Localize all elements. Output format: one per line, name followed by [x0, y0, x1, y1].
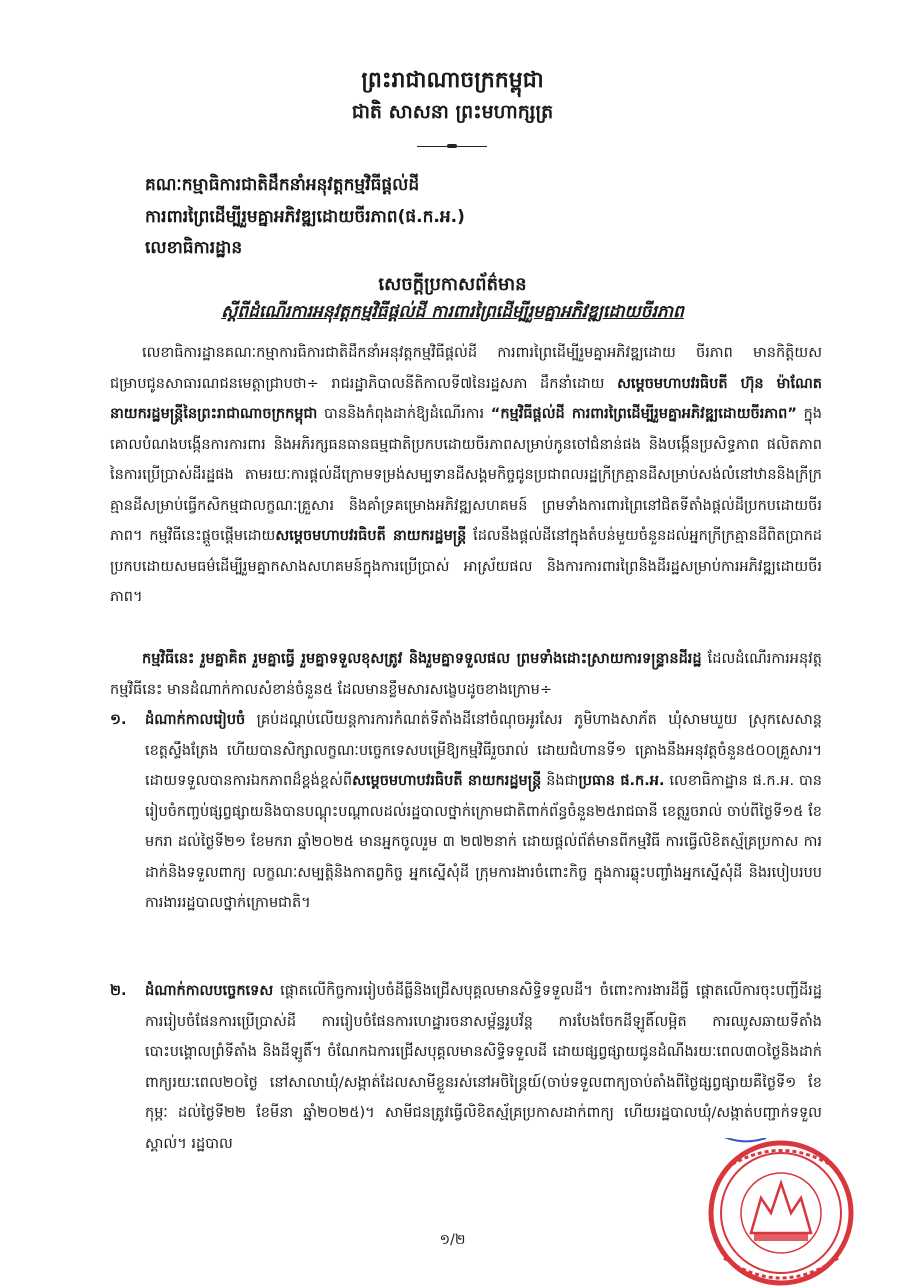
item-heading: ដំណាក់កាលរៀបចំ: [145, 712, 246, 728]
item-bold-d: ប្រធាន ផ.ក.អ.: [578, 773, 665, 789]
kingdom-heading: ព្រះរាជាណាចក្រកម្ពុជា: [361, 68, 544, 93]
p1-text-g: ដែលនឹងផ្តល់ដីនៅក្នុងតំបន់មួយចំនួនដល់អ្នកក្រីក្រគ្មានដីពិតប្រាកដ ប្រកបដោយសមធម៌ដើម្បីរួមគ្នាកសាងសហគមន៍ក្នុងការប្រើប្រាស់ អាស្រ័យផល និងការការពារព្រៃនិងដីរដ្ឋសម្រាប់ការអភិវឌ្ឍដោយចីរភាព។: [110, 528, 822, 605]
item-number: ២.: [110, 983, 127, 999]
p2-bold-slogan: កម្មវិធីនេះ រួមគ្នាគិត រួមគ្នាធ្វើ រួមគ្នាទទួលខុសត្រូវ និងរួមគ្នាទទួលផល ព្រមទាំងដោះស្រាយការទន្ទ្រានដីរដ្ឋ: [142, 651, 702, 667]
committee-name-line1: គណៈកម្មាធិការជាតិដឹកនាំអនុវត្តកម្មវិធីផ្តល់ដី: [145, 175, 420, 195]
p1-text-a: លេខាធិការដ្ឋានគណៈកម្មាការធិការជាតិដឹកនាំអនុវត្តកម្មវិធីផ្តល់ដី ការពារព្រៃដើម្បីរួមគ្នាអភិវឌ្ឍដោយ ចីរភាព មានកិត្តិយសជម្រាបជូនសាធារណជនមេត្តាជ្រាបថា÷ រាជរដ្ឋាភិបាលនីតិកាលទី៧នៃរដ្ឋសភា ដឹកនាំដោយ: [110, 345, 822, 392]
official-seal-stamp: [706, 1138, 856, 1288]
body-paragraph-2: [110, 644, 822, 705]
national-motto: ជាតិ សាសនា ព្រះមហាក្សត្រ: [351, 101, 554, 123]
item-text-a: គ្រប់ដណ្តប់លើយន្តការការកំណត់ទីតាំងដីនៅចំណុចអូរសែរ ភូមិហាងសាភ័ត ឃុំសាមឃួយ ស្រុកសេសាន្ត ខេត្តស្ទឹងត្រែង ហើយបានសិក្សាលក្ខណៈបច្ចេកទេសបម្រើឱ្យកម្មវិធីរួចរាល់ ដោយជំហានទី១ គ្រោងនឹងអនុវត្តចំនួន៥០០គ្រួសារ។ ដោយទទួលបានការឯកភាពដ៏ខ្ពង់ខ្ពស់ពី: [145, 712, 822, 789]
ornamental-divider: [417, 146, 487, 147]
p2-text-b: ដែលដំណើរការអនុវត្តកម្មវិធីនេះ មានដំណាក់កាលសំខាន់ចំនួន៥ ដែលមានខ្លឹមសារសង្ខេបដូចខាងក្រោម÷: [110, 651, 822, 698]
item-text-c: និងជា: [541, 773, 579, 789]
item-number: ១.: [110, 712, 127, 728]
p1-text-e: ក្នុងគោលបំណងបង្កើនការការពារ និងអភិរក្សធនធានធម្មជាតិប្រកបដោយចីរភាពសម្រាប់កូនចៅជំនាន់ផង និងបង្កើនប្រសិទ្ធភាព ផលិតភាពនៃការប្រើប្រាស់ដីរដ្ឋផង តាមរយៈការផ្តល់ដីក្រោមទម្រង់សម្បទានដីសង្គមកិច្ចជូនប្រជាពលរដ្ឋក្រីក្រគ្មានដីសម្រាប់សង់លំនៅឋាននិងក្រីក្រគ្មានដីសម្រាប់ធ្វើកសិកម្មជាលក្ខណៈគ្រួសារ និងគាំទ្រគម្រោងអភិវឌ្ឍសហគមន៍ ព្រមទាំងការពារព្រៃនៅជិតទីតាំងផ្តល់ដីប្រកបដោយចីរភាព។ កម្មវិធីនេះផ្តួចផ្តើមដោយ: [110, 406, 822, 544]
page-number: ១/២: [439, 1232, 466, 1248]
list-item-phase-1: [110, 705, 822, 919]
announcement-title: សេចក្តីប្រកាសព័ត៌មាន: [378, 274, 527, 295]
item-bold-b: សម្តេចមហាបវរធិបតី នាយករដ្ឋមន្ត្រី: [352, 773, 542, 789]
p1-text-c: បាននិងកំពុងដាក់ឱ្យដំណើរការ: [317, 406, 491, 422]
announcement-subtitle: ស្តីពីដំណើរការអនុវត្តកម្មវិធីផ្តល់ដី ការពារព្រៃដើម្បីរួមគ្នាអភិវឌ្ឍដោយចីរភាព: [221, 302, 684, 322]
list-item-phase-2: [110, 976, 822, 1159]
item-text-a: ផ្តោតលើកិច្ចការរៀបចំដីធ្លីនិងជ្រើសបុគ្គលមានសិទ្ធិទទួលដី។ ចំពោះការងារដីធ្លី ផ្តោតលើការចុះបញ្ជីដីរដ្ឋ ការរៀបចំផែនការប្រើប្រាស់ដី ការរៀបចំផែនការហេដ្ឋារចនាសម្ព័ន្ធរូបវ័ន្ត ការបែងចែកដីឡូតិ៍លម្អិត ការឈូសឆាយទីតាំង បោះបង្គោលព្រំទីតាំង និងដីឡូតិ៍។ ចំណែកឯការជ្រើសបុគ្គលមានសិទ្ធិទទួលដី ដោយផ្សព្វផ្សាយជូនដំណឹងរយៈពេល៣០ថ្ងៃនិងដាក់ពាក្យរយៈពេល២០ថ្ងៃ នៅសាលាឃុំ/សង្កាត់ដែលសាមីខ្លួនរស់នៅអចិន្ត្រៃយ៍(ចាប់ទទួលពាក្យចាប់តាំងពីថ្ងៃផ្សព្វផ្សាយគឺថ្ងៃទី១ ខែកុម្ភៈ ដល់ថ្ងៃទី២២ ខែមីនា ឆ្នាំ២០២៥)។ សាមីជនត្រូវធ្វើលិខិតស្ម័គ្រប្រកាសដាក់ពាក្យ ហើយរដ្ឋបាលឃុំ/សង្កាត់បញ្ជាក់ទទួលស្គាល់។ រដ្ឋបាល: [145, 983, 822, 1152]
item-heading: ដំណាក់កាលបច្ចេកទេស: [145, 983, 274, 999]
committee-name-line2: ការពារព្រៃដើម្បីរួមគ្នាអភិវឌ្ឍដោយចីរភាព(ផ.ក.អ.): [145, 207, 465, 227]
p1-bold-pm-name: សម្តេចមហាបវរធិបតី ហ៊ុន ម៉ាណែត នាយករដ្ឋមន្ត្រីនៃព្រះរាជាណាចក្រកម្ពុជា: [110, 375, 822, 422]
p1-bold-initiator: សម្តេចមហាបវរធិបតី នាយករដ្ឋមន្ត្រី: [275, 528, 467, 544]
secretariat-label: លេខាធិការដ្ឋាន: [145, 238, 243, 258]
body-paragraph-1: [110, 338, 822, 613]
p1-bold-program-name: “កម្មវិធីផ្តល់ដី ការពារព្រៃដើម្បីរួមគ្នាអភិវឌ្ឍដោយចីរភាព”: [490, 406, 797, 422]
item-text-e: លេខាធិកាដ្ឋាន ផ.ក.អ. បានរៀបចំកញ្ចប់ផ្សព្វផ្សាយនិងបានបណ្តុះបណ្តាលដល់រដ្ឋបាលថ្នាក់ក្រោមជាតិពាក់ព័ន្ធចំនួន២៥រាជធានី ខេត្តរួចរាល់ ចាប់ពីថ្ងៃទី១៥ ខែមករា ដល់ថ្ងៃទី២១ ខែមករា ឆ្នាំ២០២៥ មានអ្នកចូលរួម ៣ ២៧២នាក់ ដោយផ្តល់ព័ត៌មានពីកម្មវិធី ការធ្វើលិខិតស្ម័គ្រប្រកាស ការដាក់និងទទួលពាក្យ លក្ខណៈសម្បត្តិនិងកាតព្វកិច្ច អ្នកស្នើសុំដី ក្រុមការងារចំពោះកិច្ច ក្នុងការឆ្លុះបញ្ចាំងអ្នកស្នើសុំដី និងរបៀបរបបការងាររដ្ឋបាលថ្នាក់ក្រោមជាតិ។: [145, 773, 823, 911]
